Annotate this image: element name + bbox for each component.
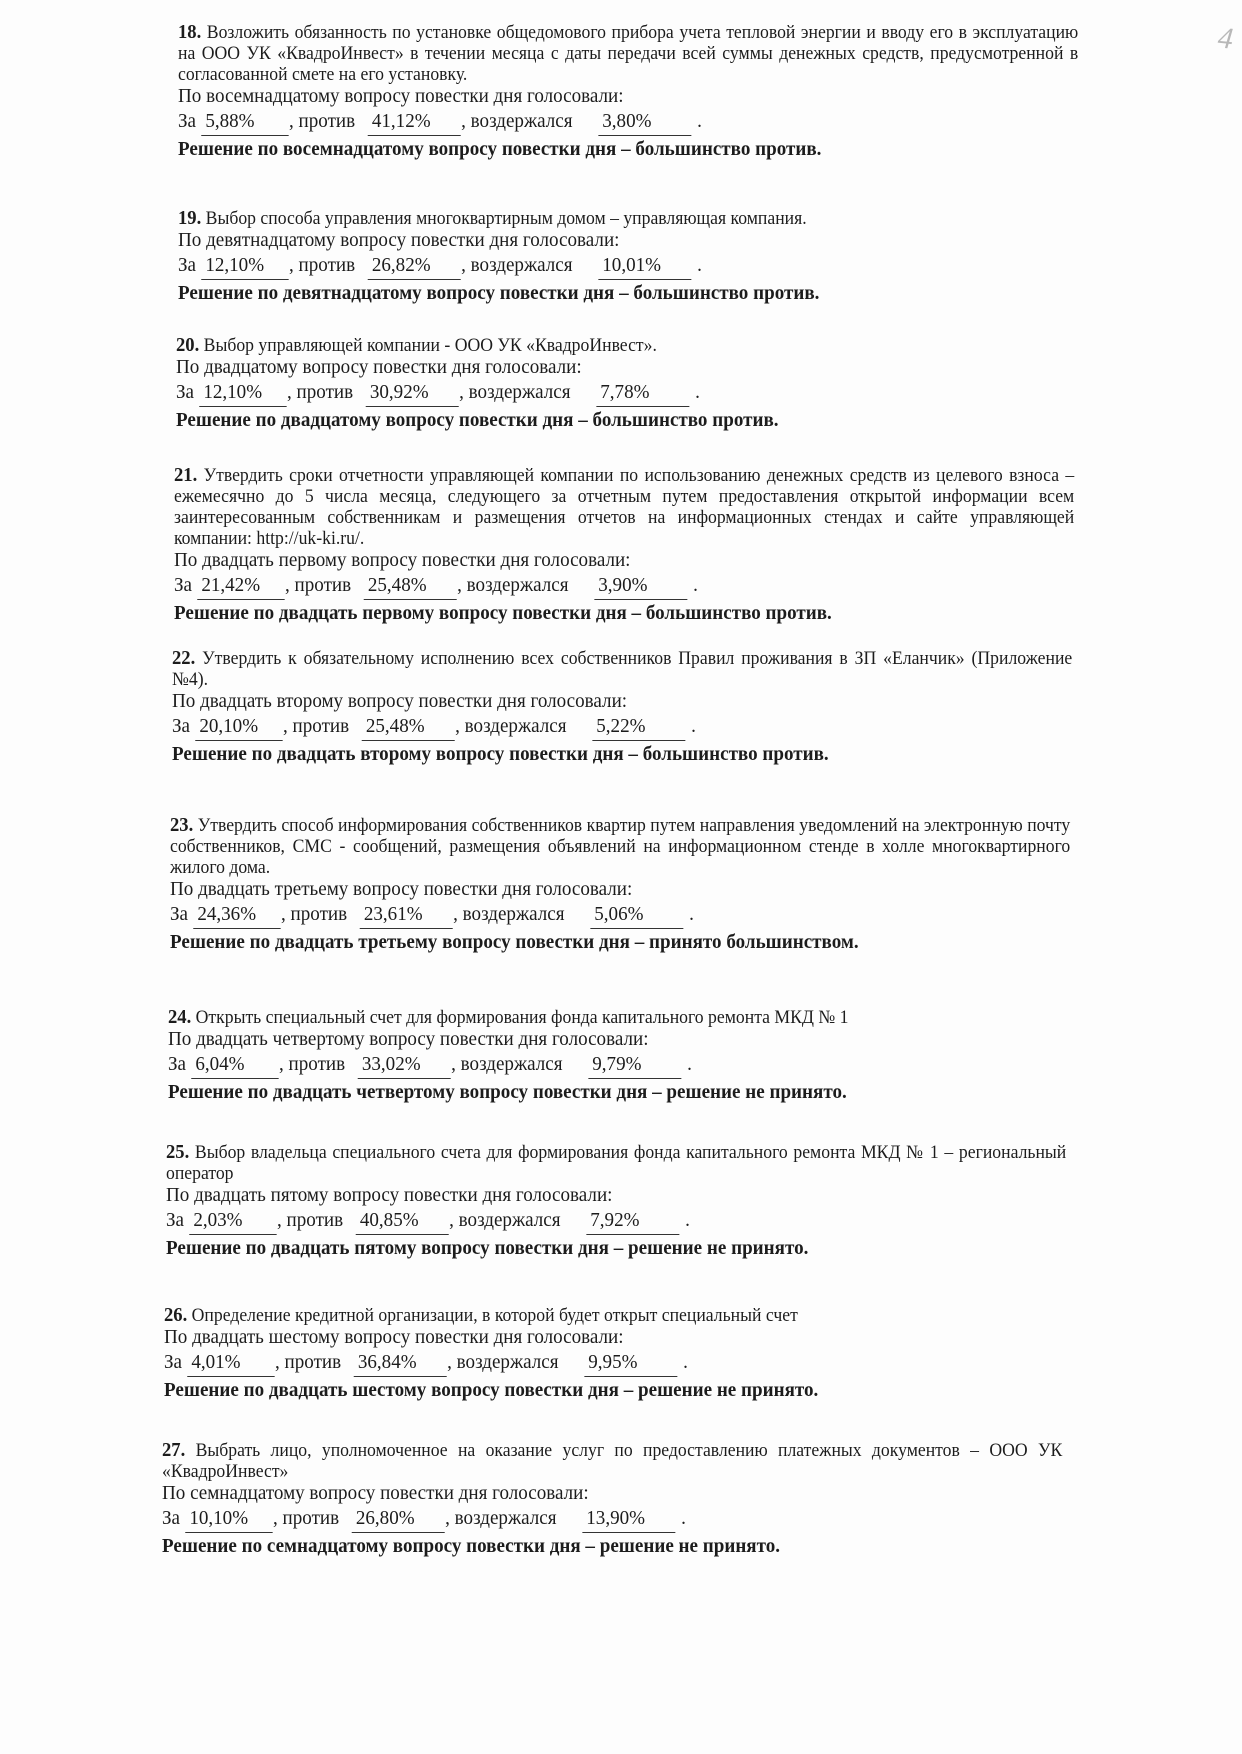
value-for: 24,36% xyxy=(194,901,281,929)
value-abstained: 3,80% xyxy=(599,108,692,136)
value-abstained: 9,95% xyxy=(585,1349,678,1377)
question-text xyxy=(178,22,1078,85)
question-number: 27. xyxy=(162,1439,186,1461)
vote-heading: По двадцать третьему вопросу повестки дня голосовали: xyxy=(170,878,633,900)
question-text xyxy=(172,648,1072,690)
vote-heading: По двадцать первому вопросу повестки дня голосовали: xyxy=(174,549,631,571)
value-for: 21,42% xyxy=(198,572,285,600)
vote-heading: По двадцать второму вопросу повестки дня голосовали: xyxy=(172,690,628,712)
vote-results xyxy=(168,1051,1005,1078)
value-against: 26,82% xyxy=(368,252,461,280)
label-for: За xyxy=(172,715,191,737)
label-for: За xyxy=(168,1053,187,1075)
label-abstained: , воздержался xyxy=(447,1351,559,1373)
decision-text: Решение по девятнадцатому вопросу повестки дня – большинство против. xyxy=(178,282,820,304)
value-against: 23,61% xyxy=(360,901,453,929)
question-text xyxy=(168,1007,1068,1028)
question-number: 26. xyxy=(164,1304,188,1326)
value-against: 30,92% xyxy=(366,379,459,407)
value-for: 10,10% xyxy=(186,1505,273,1533)
value-abstained: 9,79% xyxy=(589,1051,682,1079)
agenda-item xyxy=(162,1440,1062,1560)
agenda-item xyxy=(170,815,1070,956)
value-abstained: 7,78% xyxy=(597,379,690,407)
question-number: 24. xyxy=(168,1006,192,1028)
label-abstained: , воздержался xyxy=(459,381,571,403)
label-for: За xyxy=(166,1209,185,1231)
question-description: Выбор способа управления многоквартирным домом – управляющая компания. xyxy=(205,208,807,229)
label-abstained: , воздержался xyxy=(451,1053,563,1075)
label-for: За xyxy=(178,110,197,132)
vote-heading: По двадцатому вопросу повестки дня голосовали: xyxy=(176,356,582,378)
value-for: 2,03% xyxy=(190,1207,277,1235)
question-number: 18. xyxy=(178,21,202,43)
question-description: Возложить обязанность по установке общедомового прибора учета тепловой энергии и вводу его в эксплуатацию на ООО УК «КвадроИнвест» в течении месяца с даты передачи всей суммы денежных средств, предусмотренной в согласованной смете на его установку. xyxy=(178,22,1079,85)
decision-text: Решение по двадцать шестому вопросу повестки дня – решение не принято. xyxy=(164,1379,819,1401)
vote-heading: По восемнадцатому вопросу повестки дня голосовали: xyxy=(178,85,624,107)
question-description: Выбрать лицо, уполномоченное на оказание услуг по предоставлению платежных документов – ООО УК «КвадроИнвест» xyxy=(162,1440,1063,1482)
decision-text: Решение по двадцать пятому вопросу повестки дня – решение не принято. xyxy=(166,1237,809,1259)
label-against: , против xyxy=(283,715,350,737)
value-for: 12,10% xyxy=(202,252,289,280)
value-for: 6,04% xyxy=(192,1051,279,1079)
question-number: 20. xyxy=(176,334,200,356)
value-abstained: 5,06% xyxy=(591,901,684,929)
value-abstained: 3,90% xyxy=(595,572,688,600)
agenda-item xyxy=(174,465,1074,627)
label-for: За xyxy=(176,381,195,403)
value-abstained: 10,01% xyxy=(599,252,692,280)
vote-heading: По двадцать пятому вопросу повестки дня голосовали: xyxy=(166,1184,613,1206)
question-description: Утвердить к обязательному исполнению всех собственников Правил проживания в ЗП «Еланчик» (Приложение №4). xyxy=(172,648,1073,690)
label-against: , против xyxy=(279,1053,346,1075)
value-against: 41,12% xyxy=(368,108,461,136)
question-description: Утвердить способ информирования собственников квартир путем направления уведомлений на электронную почту собственников, СМС - сообщений, размещения объявлений на информационном стенде в холле многоквартирного жилого дома. xyxy=(170,815,1071,878)
question-number: 23. xyxy=(170,814,194,836)
decision-text: Решение по двадцатому вопросу повестки дня – большинство против. xyxy=(176,409,779,431)
label-against: , против xyxy=(289,110,356,132)
agenda-item xyxy=(178,22,1078,163)
vote-results xyxy=(178,252,1015,279)
decision-text: Решение по двадцать первому вопросу повестки дня – большинство против. xyxy=(174,602,832,624)
label-against: , против xyxy=(277,1209,344,1231)
vote-results xyxy=(166,1207,1003,1234)
question-description: Определение кредитной организации, в которой будет открыт специальный счет xyxy=(191,1305,798,1326)
value-for: 4,01% xyxy=(188,1349,275,1377)
value-for: 12,10% xyxy=(200,379,287,407)
label-against: , против xyxy=(287,381,354,403)
vote-results xyxy=(162,1505,999,1532)
agenda-item xyxy=(164,1305,1064,1404)
question-number: 25. xyxy=(166,1141,190,1163)
value-against: 36,84% xyxy=(354,1349,447,1377)
question-text xyxy=(174,465,1074,549)
label-end: . xyxy=(693,574,698,596)
agenda-item xyxy=(166,1142,1066,1262)
decision-text: Решение по двадцать второму вопросу повестки дня – большинство против. xyxy=(172,743,829,765)
value-abstained: 13,90% xyxy=(583,1505,676,1533)
label-end: . xyxy=(691,715,696,737)
label-abstained: , воздержался xyxy=(453,903,565,925)
vote-results xyxy=(174,572,1011,599)
question-description: Выбор владельца специального счета для формирования фонда капитального ремонта МКД № 1 – региональный оператор xyxy=(166,1142,1067,1184)
value-for: 5,88% xyxy=(202,108,289,136)
agenda-item xyxy=(176,335,1076,434)
agenda-item xyxy=(168,1007,1068,1106)
label-for: За xyxy=(162,1507,181,1529)
label-end: . xyxy=(697,110,702,132)
label-for: За xyxy=(164,1351,183,1373)
label-end: . xyxy=(683,1351,688,1373)
value-against: 33,02% xyxy=(358,1051,451,1079)
label-abstained: , воздержался xyxy=(455,715,567,737)
question-text xyxy=(176,335,1076,356)
decision-text: Решение по семнадцатому вопросу повестки дня – решение не принято. xyxy=(162,1535,781,1557)
question-text xyxy=(178,208,1078,229)
question-description: Утвердить сроки отчетности управляющей компании по использованию денежных средств из целевого взноса – ежемесячно до 5 числа месяца, следующего за отчетным путем предоставления открытой информации всем заинтересованным собственникам и размещения отчетов на информационных стендах и сайте управляющей компании: http://uk-ki.ru/. xyxy=(174,465,1075,549)
value-abstained: 5,22% xyxy=(593,713,686,741)
vote-heading: По двадцать шестому вопросу повестки дня голосовали: xyxy=(164,1326,624,1348)
value-against: 26,80% xyxy=(352,1505,445,1533)
label-against: , против xyxy=(289,254,356,276)
value-against: 40,85% xyxy=(356,1207,449,1235)
label-against: , против xyxy=(285,574,352,596)
vote-heading: По двадцать четвертому вопросу повестки дня голосовали: xyxy=(168,1028,649,1050)
vote-heading: По семнадцатому вопросу повестки дня голосовали: xyxy=(162,1482,589,1504)
label-end: . xyxy=(685,1209,690,1231)
label-abstained: , воздержался xyxy=(461,254,573,276)
decision-text: Решение по восемнадцатому вопросу повестки дня – большинство против. xyxy=(178,138,822,160)
label-against: , против xyxy=(281,903,348,925)
label-end: . xyxy=(687,1053,692,1075)
agenda-item xyxy=(172,648,1072,768)
label-abstained: , воздержался xyxy=(449,1209,561,1231)
label-for: За xyxy=(170,903,189,925)
value-against: 25,48% xyxy=(362,713,455,741)
value-abstained: 7,92% xyxy=(587,1207,680,1235)
vote-results xyxy=(172,713,1009,740)
question-number: 21. xyxy=(174,464,198,486)
decision-text: Решение по двадцать четвертому вопросу повестки дня – решение не принято. xyxy=(168,1081,847,1103)
question-text xyxy=(162,1440,1062,1482)
label-abstained: , воздержался xyxy=(461,110,573,132)
question-text xyxy=(170,815,1070,878)
label-end: . xyxy=(695,381,700,403)
question-text xyxy=(166,1142,1066,1184)
label-abstained: , воздержался xyxy=(445,1507,557,1529)
question-number: 19. xyxy=(178,207,202,229)
label-end: . xyxy=(681,1507,686,1529)
question-description: Выбор управляющей компании - ООО УК «КвадроИнвест». xyxy=(203,335,657,356)
label-against: , против xyxy=(275,1351,342,1373)
value-against: 25,48% xyxy=(364,572,457,600)
label-for: За xyxy=(174,574,193,596)
vote-results xyxy=(178,108,1015,135)
label-end: . xyxy=(697,254,702,276)
label-for: За xyxy=(178,254,197,276)
vote-results xyxy=(170,901,1007,928)
value-for: 20,10% xyxy=(196,713,283,741)
vote-results xyxy=(176,379,1013,406)
handwritten-page-number: 4 xyxy=(1216,21,1235,56)
question-description: Открыть специальный счет для формирования фонда капитального ремонта МКД № 1 xyxy=(195,1007,849,1028)
label-against: , против xyxy=(273,1507,340,1529)
question-text xyxy=(164,1305,1064,1326)
label-abstained: , воздержался xyxy=(457,574,569,596)
vote-heading: По девятнадцатому вопросу повестки дня голосовали: xyxy=(178,229,620,251)
question-number: 22. xyxy=(172,647,196,669)
vote-results xyxy=(164,1349,1001,1376)
agenda-item xyxy=(178,208,1078,307)
label-end: . xyxy=(689,903,694,925)
decision-text: Решение по двадцать третьему вопросу повестки дня – принято большинством. xyxy=(170,931,859,953)
